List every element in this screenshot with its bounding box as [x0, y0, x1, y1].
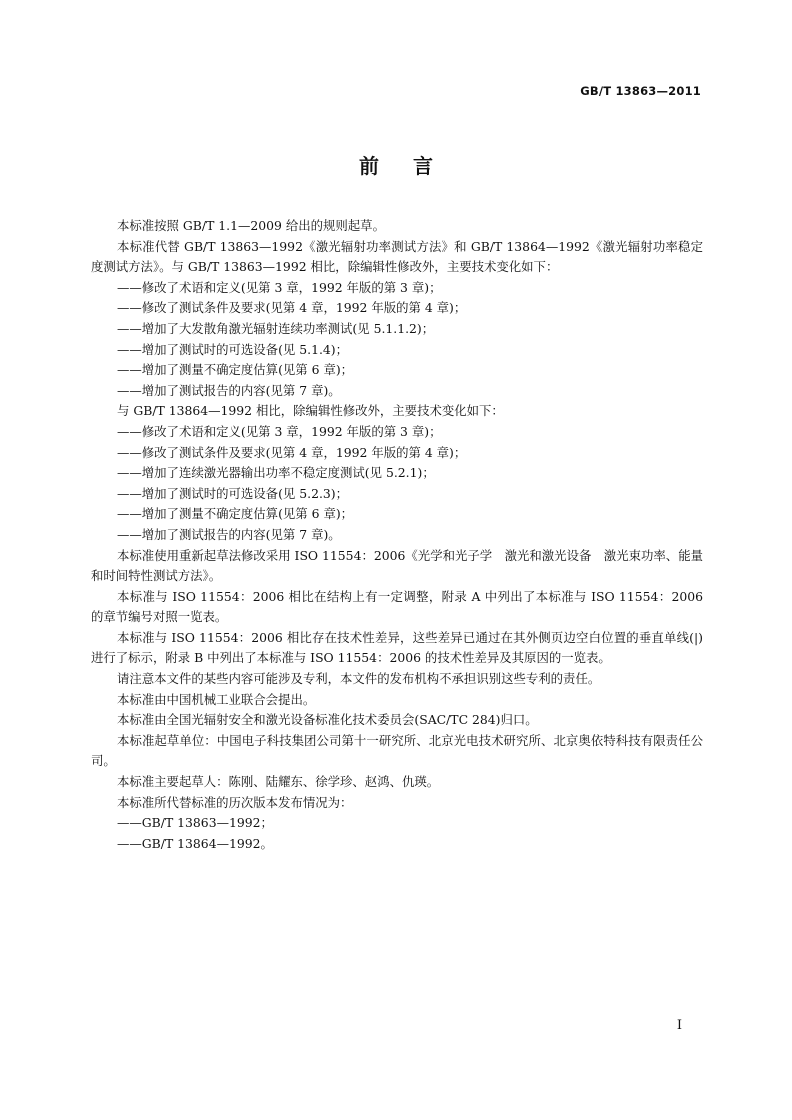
paragraph-drafting-units: 本标准起草单位：中国电子科技集团公司第十一研究所、北京光电技术研究所、北京奥依特科技有限责任公司。: [91, 732, 703, 769]
paragraph-compare-13864: 与 GB/T 13864—1992 相比，除编辑性修改外，主要技术变化如下：: [117, 403, 504, 419]
list-item: ——修改了测试条件及要求(见第 4 章，1992 年版的第 4 章)；: [117, 300, 467, 316]
list-item: ——GB/T 13863—1992；: [117, 815, 273, 831]
list-item: ——修改了测试条件及要求(见第 4 章，1992 年版的第 4 章)；: [117, 444, 467, 460]
paragraph-drafters: 本标准主要起草人：陈刚、陆耀东、徐学珍、赵鸿、仇瑛。: [117, 774, 440, 790]
list-item: ——增加了大发散角激光辐射连续功率测试(见 5.1.1.2)；: [117, 320, 435, 336]
standard-code: GB/T 13863—2011: [580, 84, 701, 98]
paragraph-replaces: 本标准代替 GB/T 13863—1992《激光辐射功率测试方法》和 GB/T 13864—1992《激光辐射功率稳定度测试方法》。与 GB/T 13863—1992 相比，除编辑性修改外，主要技术变化如下：: [91, 238, 703, 275]
list-item: ——增加了连续激光器输出功率不稳定度测试(见 5.2.1)；: [117, 465, 435, 481]
foreword-body: [91, 216, 703, 854]
paragraph-proposed-by: 本标准由中国机械工业联合会提出。: [117, 691, 316, 707]
page-title: 前言: [359, 154, 467, 178]
list-item: ——增加了测试时的可选设备(见 5.2.3)；: [117, 485, 348, 501]
paragraph-patent-notice: 请注意本文件的某些内容可能涉及专利，本文件的发布机构不承担识别这些专利的责任。: [117, 671, 601, 687]
list-item: ——增加了测试报告的内容(见第 7 章)。: [117, 526, 341, 542]
list-item: ——增加了测试报告的内容(见第 7 章)。: [117, 382, 341, 398]
list-item: ——增加了测量不确定度估算(见第 6 章)；: [117, 506, 354, 522]
paragraph-structure-changes: 本标准与 ISO 11554：2006 相比在结构上有一定调整，附录 A 中列出了本标准与 ISO 11554：2006 的章节编号对照一览表。: [91, 588, 703, 625]
list-item: ——修改了术语和定义(见第 3 章，1992 年版的第 3 章)；: [117, 279, 442, 295]
paragraph-under-jurisdiction: 本标准由全国光辐射安全和激光设备标准化技术委员会(SAC/TC 284)归口。: [117, 712, 538, 728]
page-number: I: [676, 1018, 682, 1033]
paragraph-technical-differences: 本标准与 ISO 11554：2006 相比存在技术性差异，这些差异已通过在其外侧页边空白位置的垂直单线(|)进行了标示，附录 B 中列出了本标准与 ISO 11554：2006 的技术性差异及其原因的一览表。: [91, 629, 703, 666]
list-item: ——修改了术语和定义(见第 3 章，1992 年版的第 3 章)；: [117, 423, 442, 439]
list-item: ——增加了测量不确定度估算(见第 6 章)；: [117, 362, 354, 378]
paragraph-drafting-rules: 本标准按照 GB/T 1.1—2009 给出的规则起草。: [117, 218, 385, 233]
list-item: ——增加了测试时的可选设备(见 5.1.4)；: [117, 341, 348, 357]
list-item: ——GB/T 13864—1992。: [117, 835, 273, 851]
paragraph-iso-adoption: 本标准使用重新起草法修改采用 ISO 11554：2006《光学和光子学 激光和激光设备 激光束功率、能量和时间特性测试方法》。: [91, 547, 703, 584]
paragraph-previous-editions: 本标准所代替标准的历次版本发布情况为：: [117, 794, 353, 810]
